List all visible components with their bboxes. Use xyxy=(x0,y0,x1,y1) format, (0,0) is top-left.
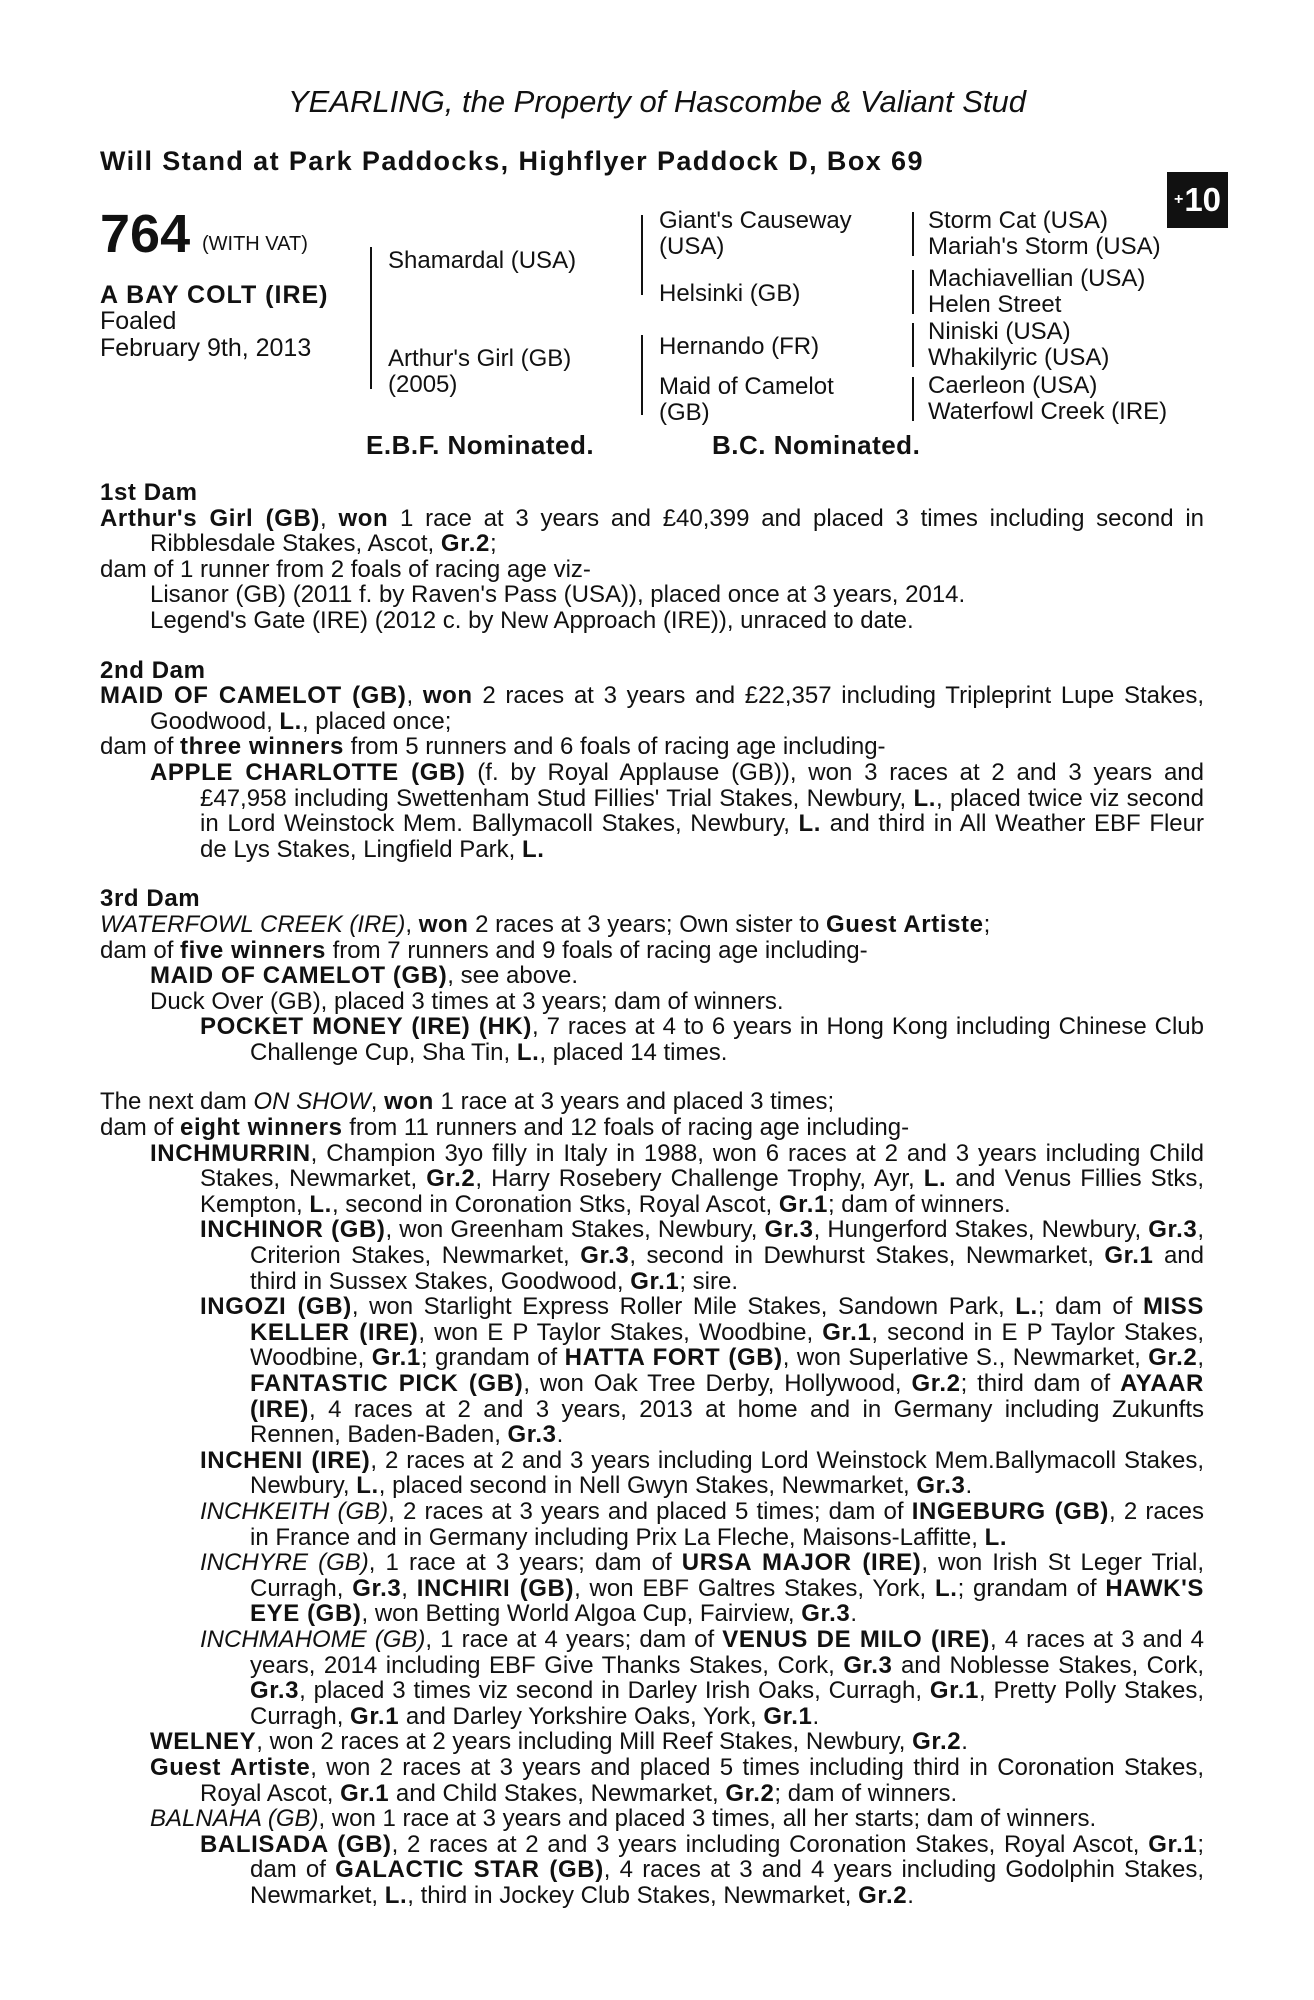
text: , won Oak Tree Derby, Hollywood, xyxy=(523,1370,912,1397)
horse-name: MAID OF CAMELOT (GB) xyxy=(150,962,448,990)
text: and Venus Fillies Stks, Kempton, xyxy=(200,1165,1205,1218)
text: ; xyxy=(983,910,991,938)
produce-inchmurrin xyxy=(100,1141,1204,1218)
pedigree-gg-5: Niniski (USA) xyxy=(928,318,1071,345)
text: . xyxy=(556,1421,564,1449)
grade: Gr.3 xyxy=(250,1677,300,1705)
won-label: won xyxy=(418,910,469,938)
horse-name: FANTASTIC PICK (GB) xyxy=(250,1370,524,1397)
grade: Gr.3 xyxy=(801,1600,851,1628)
first-dam-heading: 1st Dam xyxy=(100,479,198,506)
text: , 2 races at 2 and 3 years including Coronation Stakes, Royal Ascot, xyxy=(391,1830,1149,1858)
pedigree-brace-main xyxy=(370,247,372,389)
second-dam-heading: 2nd Dam xyxy=(100,656,206,684)
horse-name: POCKET MONEY (IRE) (HK) xyxy=(200,1013,532,1041)
text: ; grandam of xyxy=(957,1574,1106,1602)
text: , 7 races at 4 to 6 years in Hong Kong including Chinese Club Challenge Cup, Sha Tin, xyxy=(250,1013,1204,1066)
next-dam-produce xyxy=(100,1115,1204,1141)
text: , placed twice viz second in Lord Weinstock Mem. Ballymacoll Stakes, Newbury, xyxy=(200,784,1204,838)
horse-name: WELNEY xyxy=(150,1728,257,1756)
grade: Gr.2 xyxy=(912,1728,962,1756)
produce-ingozi xyxy=(100,1294,1204,1448)
foaled-label: Foaled xyxy=(100,307,177,335)
horse-name: INCHMURRIN xyxy=(150,1139,311,1167)
text: , placed once; xyxy=(301,707,452,735)
horse-name: INCHINOR (GB) xyxy=(200,1216,386,1244)
vat-note: (WITH VAT) xyxy=(202,233,308,255)
listed: L. xyxy=(356,1472,379,1500)
grade: Gr.1 xyxy=(929,1677,979,1705)
grade: Gr.1 xyxy=(340,1779,390,1807)
vat-rate-badge xyxy=(1167,172,1228,228)
produce-maid-of-camelot xyxy=(100,963,1204,989)
text: (f. by Royal Applause (GB)), won 3 races at 2 and 3 years and £47,958 including Swettenham Stud Fillies' Trial Stakes, Newbury, xyxy=(200,758,1204,812)
winners-count: eight winners xyxy=(180,1114,343,1142)
produce-apple-charlotte xyxy=(100,760,1204,862)
foaled-date: February 9th, 2013 xyxy=(100,334,312,362)
pedigree-dam: Arthur's Girl (GB) xyxy=(388,345,572,372)
listed: L. xyxy=(1015,1293,1038,1321)
text: , 1 race at 3 years; dam of xyxy=(368,1549,682,1577)
grade: Gr.3 xyxy=(764,1216,814,1244)
text: ; third dam of xyxy=(960,1370,1121,1397)
pedigree-sire-dam: Helsinki (GB) xyxy=(659,280,801,307)
grade: Gr.2 xyxy=(426,1165,476,1193)
text: , second in Coronation Stks, Royal Ascot, xyxy=(331,1190,779,1218)
produce-balisada xyxy=(100,1832,1204,1909)
horse-name: Guest Artiste xyxy=(150,1753,311,1781)
grade: Gr.3 xyxy=(580,1242,630,1270)
pedigree-gg-7: Caerleon (USA) xyxy=(928,372,1098,399)
horse-name: AYAAR (IRE) xyxy=(250,1370,1204,1423)
winners-count: three winners xyxy=(180,733,344,761)
grade: Gr.3 xyxy=(507,1421,557,1449)
grade: Gr.3 xyxy=(916,1472,966,1500)
listed: L. xyxy=(798,810,822,838)
grade: Gr.2 xyxy=(858,1881,908,1909)
text: and third in All Weather EBF Fleur de Lys Stakes, Lingfield Park, xyxy=(200,810,1204,863)
produce-guest-artiste xyxy=(100,1755,1204,1806)
text: , won Irish St Leger Trial, Curragh, xyxy=(250,1549,1204,1602)
produce-inchyre xyxy=(100,1550,1204,1627)
listed: L. xyxy=(923,1165,947,1193)
grade: Gr.3 xyxy=(352,1574,402,1602)
third-dam-name: WATERFOWL CREEK (IRE) xyxy=(100,910,406,938)
listed: L. xyxy=(935,1574,958,1602)
horse-name: ON SHOW xyxy=(253,1088,371,1116)
text: 2 races at 3 years and £22,357 including Tripleprint Lupe Stakes, Goodwood, xyxy=(150,682,1204,735)
horse-name: VENUS DE MILO (IRE) xyxy=(722,1625,990,1653)
grade: Gr.1 xyxy=(778,1190,828,1218)
text: , 4 races at 2 and 3 years, 2013 at home and in Germany including Zukunfts Rennen, Baden-Baden, xyxy=(250,1395,1204,1449)
text: , 2 races at 3 years and placed 5 times; dam of xyxy=(388,1497,912,1525)
text: , xyxy=(1197,1344,1204,1372)
text: 1 race at 3 years and placed 3 times; xyxy=(433,1088,835,1116)
text: , 2 races in France and in Germany including Prix La Fleche, Maisons-Laffitte, xyxy=(250,1497,1205,1551)
listed: L. xyxy=(309,1190,332,1218)
listed: L. xyxy=(279,707,302,735)
pedigree-sire-sire-country: (USA) xyxy=(659,233,725,260)
grade: Gr.1 xyxy=(350,1702,400,1730)
grade: Gr.1 xyxy=(763,1702,813,1730)
ebf-nominated: E.B.F. Nominated. xyxy=(366,430,595,460)
text: ; dam of winners. xyxy=(774,1779,958,1807)
horse-name: HATTA FORT (GB) xyxy=(564,1344,783,1372)
produce-pocket-money xyxy=(100,1014,1204,1065)
text: and third in Sussex Stakes, Goodwood, xyxy=(250,1242,1204,1295)
won-label: won xyxy=(338,504,389,532)
won-label: won xyxy=(422,682,473,710)
text: ; grandam of xyxy=(420,1344,565,1372)
text: . xyxy=(850,1600,858,1628)
second-dam-name: MAID OF CAMELOT (GB) xyxy=(100,682,407,710)
text: , second in E P Taylor Stakes, Woodbine, xyxy=(250,1318,1204,1372)
grade: Gr.2 xyxy=(1148,1344,1198,1372)
won-label: won xyxy=(384,1088,434,1116)
text: , second in Dewhurst Stakes, Newmarket, xyxy=(629,1242,1105,1270)
text: , won EBF Galtres Stakes, York, xyxy=(574,1574,936,1602)
text: dam of xyxy=(100,936,181,964)
horse-name: INCHIRI (GB) xyxy=(416,1574,575,1602)
pedigree-gg-4: Helen Street xyxy=(928,291,1062,318)
text: . xyxy=(965,1472,973,1500)
third-dam-record: WATERFOWL CREEK (IRE), won 2 races at 3 years; Own sister to Guest Artiste; xyxy=(100,910,991,938)
pedigree-brace-g3 xyxy=(912,323,914,367)
text: dam of xyxy=(100,733,181,761)
vat-rate-badge-value: 10 xyxy=(1184,181,1222,218)
first-dam-record: Arthur's Girl (GB), won 1 race at 3 years and £40,399 and placed 3 times including second in Ribblesdale Stakes, Ascot, Gr.2; xyxy=(100,504,1205,558)
text: ; dam of xyxy=(1037,1293,1143,1321)
lot-description: A BAY COLT (IRE) xyxy=(100,281,329,309)
pedigree-dam-sire: Hernando (FR) xyxy=(659,333,820,360)
pedigree-brace-g4 xyxy=(912,377,914,421)
text: dam of xyxy=(100,1114,181,1142)
produce-balnaha xyxy=(100,1806,1204,1832)
second-dam-produce xyxy=(100,734,1204,760)
text: , won Betting World Algoa Cup, Fairview, xyxy=(361,1600,802,1628)
text: and Noblesse Stakes, Cork, xyxy=(892,1651,1204,1679)
text: , won 2 races at 2 years including Mill Reef Stakes, Newbury, xyxy=(256,1728,913,1756)
third-dam-heading: 3rd Dam xyxy=(100,885,201,913)
pedigree-sire: Shamardal (USA) xyxy=(388,247,577,274)
text: , won 1 race at 3 years and placed 3 times, all her starts; dam of winners. xyxy=(318,1805,1097,1833)
text: , third in Jockey Club Stakes, Newmarket, xyxy=(407,1881,859,1909)
grade: Gr.2 xyxy=(440,530,490,558)
text: and Darley Yorkshire Oaks, York, xyxy=(399,1702,764,1730)
grade: Gr.3 xyxy=(843,1651,893,1679)
grade: Gr.2 xyxy=(725,1779,775,1807)
text: , Pretty Polly Stakes, Curragh, xyxy=(250,1677,1204,1730)
pedigree-dam-dam: Maid of Camelot xyxy=(659,373,834,400)
horse-name: INCHENI (IRE) xyxy=(200,1446,371,1474)
stand-location: Will Stand at Park Paddocks, Highflyer Paddock D, Box 69 xyxy=(100,146,924,176)
produce-inchmahome xyxy=(100,1627,1204,1729)
text: , placed 14 times. xyxy=(539,1038,728,1066)
produce-legends-gate: Legend's Gate (IRE) (2012 c. by New Approach (IRE)), unraced to date. xyxy=(150,606,914,634)
text: , won E P Taylor Stakes, Woodbine, xyxy=(418,1318,823,1346)
second-dam-record: MAID OF CAMELOT (GB), won 2 races at 3 years and £22,357 including Tripleprint Lupe Stakes, Goodwood, L., placed once; xyxy=(100,682,1204,735)
pedigree-gg-1: Storm Cat (USA) xyxy=(928,207,1109,234)
text: The next dam xyxy=(100,1088,254,1116)
pedigree-gg-8: Waterfowl Creek (IRE) xyxy=(928,398,1168,425)
text: , 1 race at 4 years; dam of xyxy=(425,1625,723,1653)
text: , won Greenham Stakes, Newbury, xyxy=(385,1216,765,1244)
grade: Gr.1 xyxy=(630,1267,680,1295)
listed: L. xyxy=(984,1523,1008,1551)
produce-duck-over: Duck Over (GB), placed 3 times at 3 years; dam of winners. xyxy=(150,987,784,1015)
third-dam-produce xyxy=(100,938,1204,964)
pedigree-brace-sire xyxy=(641,215,643,295)
horse-name: INCHYRE (GB) xyxy=(200,1549,369,1577)
text: , Champion 3yo filly in Italy in 1988, won 6 races at 2 and 3 years including Child Stakes, Newmarket, xyxy=(200,1139,1204,1193)
text: from 11 runners and 12 foals of racing age including- xyxy=(342,1114,910,1142)
pedigree-dam-year: (2005) xyxy=(388,371,458,398)
text: , xyxy=(401,1574,417,1602)
lot-number: 764 xyxy=(100,204,191,264)
horse-name: BALISADA (GB) xyxy=(200,1830,392,1858)
text: . xyxy=(812,1702,820,1730)
text: , placed second in Nell Gwyn Stakes, Newmarket, xyxy=(378,1472,917,1500)
winners-count: five winners xyxy=(180,936,326,964)
horse-name: INGOZI (GB) xyxy=(200,1293,352,1321)
text: ; dam of winners. xyxy=(827,1190,1011,1218)
listed: L. xyxy=(913,784,937,812)
vat-rate-badge-sup: + xyxy=(1173,191,1184,208)
text: , won Superlative S., Newmarket, xyxy=(782,1344,1149,1372)
grade: Gr.2 xyxy=(911,1370,961,1397)
text: and Child Stakes, Newmarket, xyxy=(389,1779,726,1807)
bc-nominated: B.C. Nominated. xyxy=(712,430,921,460)
horse-name: APPLE CHARLOTTE (GB) xyxy=(150,758,466,786)
catalogue-body xyxy=(100,480,1204,1908)
horse-name: BALNAHA (GB) xyxy=(150,1805,319,1833)
text: ; dam of xyxy=(250,1830,1204,1884)
first-dam-text: 1 race at 3 years and £40,399 and placed 3 times including second in Ribblesdale Stakes, Ascot, xyxy=(150,504,1205,558)
produce-inchinor xyxy=(100,1217,1204,1294)
horse-name: Guest Artiste xyxy=(825,910,984,938)
pedigree-dam-dam-country: (GB) xyxy=(659,399,710,426)
text: , won Starlight Express Roller Mile Stakes, Sandown Park, xyxy=(351,1293,1016,1321)
grade: Gr.1 xyxy=(822,1318,872,1346)
listed: L. xyxy=(516,1038,540,1066)
pedigree-brace-g2 xyxy=(912,270,914,314)
text: . xyxy=(961,1728,968,1756)
text: from 5 runners and 6 foals of racing age including- xyxy=(343,733,886,761)
text: , Harry Rosebery Challenge Trophy, Ayr, xyxy=(475,1165,924,1193)
produce-welney xyxy=(100,1729,1204,1755)
listed: L. xyxy=(521,835,545,863)
pedigree-sire-sire: Giant's Causeway xyxy=(659,207,852,234)
first-dam-name: Arthur's Girl (GB) xyxy=(100,504,321,532)
text: , see above. xyxy=(447,962,579,990)
text: , 2 races at 2 and 3 years including Lord Weinstock Mem.Ballymacoll Stakes, Newbury, xyxy=(250,1446,1204,1500)
text: , won 2 races at 3 years and placed 5 times including third in Coronation Stakes, Royal Ascot, xyxy=(200,1753,1204,1807)
listed: L. xyxy=(384,1881,408,1909)
next-dam-record: The next dam ON SHOW, won 1 race at 3 years and placed 3 times; xyxy=(100,1088,835,1116)
text: , 4 races at 3 and 4 years, 2014 including EBF Give Thanks Stakes, Cork, xyxy=(250,1625,1204,1679)
grade: Gr.1 xyxy=(371,1344,421,1372)
text: , Hungerford Stakes, Newbury, xyxy=(813,1216,1149,1244)
text: from 7 runners and 9 foals of racing age including- xyxy=(325,936,868,964)
pedigree-brace-dam xyxy=(641,335,643,415)
horse-name: INGEBURG (GB) xyxy=(911,1497,1109,1525)
text: ; sire. xyxy=(679,1267,738,1295)
pedigree-gg-3: Machiavellian (USA) xyxy=(928,265,1146,292)
horse-name: MISS KELLER (IRE) xyxy=(250,1293,1205,1346)
punct: ; xyxy=(489,530,497,558)
horse-name: HAWK'S EYE (GB) xyxy=(250,1574,1205,1628)
text: 2 races at 3 years; Own sister to xyxy=(468,910,826,938)
horse-name: INCHKEITH (GB) xyxy=(200,1497,389,1525)
horse-name: GALACTIC STAR (GB) xyxy=(335,1856,604,1884)
grade: Gr.3 xyxy=(1148,1216,1198,1244)
text: , 4 races at 3 and 4 years including Godolphin Stakes, Newmarket, xyxy=(250,1856,1205,1909)
horse-name: URSA MAJOR (IRE) xyxy=(681,1549,922,1577)
produce-lisanor: Lisanor (GB) (2011 f. by Raven's Pass (USA)), placed once at 3 years, 2014. xyxy=(150,581,966,609)
grade: Gr.1 xyxy=(1148,1830,1198,1858)
produce-incheni xyxy=(100,1448,1204,1499)
pedigree-gg-2: Mariah's Storm (USA) xyxy=(928,233,1161,260)
first-dam-produce: dam of 1 runner from 2 foals of racing age viz- xyxy=(100,555,591,583)
text: . xyxy=(907,1881,914,1909)
horse-name: INCHMAHOME (GB) xyxy=(200,1625,426,1653)
text: , placed 3 times viz second in Darley Irish Oaks, Curragh, xyxy=(299,1677,930,1705)
grade: Gr.1 xyxy=(1104,1242,1154,1270)
produce-inchkeith xyxy=(100,1499,1204,1550)
pedigree-gg-6: Whakilyric (USA) xyxy=(928,344,1110,371)
page-title: YEARLING, the Property of Hascombe & Valiant Stud xyxy=(287,84,1027,119)
text: , Criterion Stakes, Newmarket, xyxy=(250,1216,1204,1270)
pedigree-brace-g1 xyxy=(912,212,914,256)
